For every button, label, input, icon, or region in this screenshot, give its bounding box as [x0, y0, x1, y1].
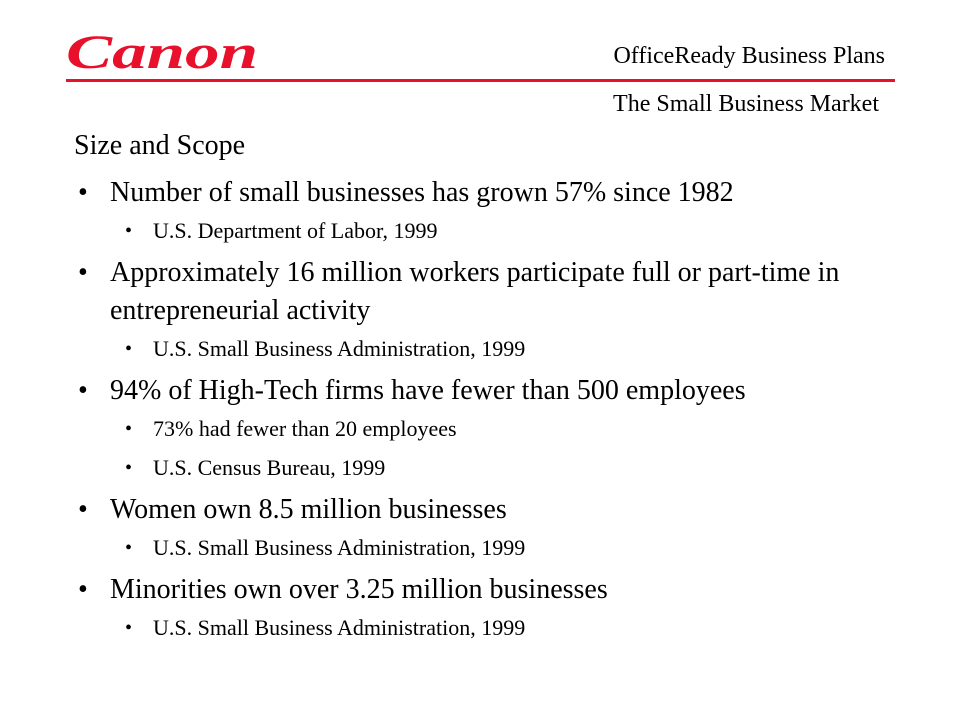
bullet-dot: • [78, 177, 88, 208]
bullet-text: Minorities own over 3.25 million businesses [110, 574, 608, 605]
sub-bullet-dot: • [125, 418, 133, 440]
bullet-dot: • [78, 257, 88, 288]
section-heading: Size and Scope [74, 130, 246, 161]
bullet-item [74, 491, 874, 529]
bullet-dot: • [78, 494, 88, 525]
slide-subtitle: The Small Business Market [613, 91, 879, 117]
bullet-item [74, 254, 874, 330]
bullet-item [74, 372, 874, 410]
sub-bullet-text: U.S. Small Business Administration, 1999 [153, 535, 526, 560]
bullet-text: Women own 8.5 million businesses [110, 494, 507, 525]
bullet-item [74, 174, 874, 212]
canon-logo-text: Canon [66, 27, 258, 77]
header-divider [66, 79, 895, 82]
sub-bullet-dot: • [125, 537, 133, 559]
bullet-text: Approximately 16 million workers participate full or part-time in entrepreneurial activity [110, 257, 840, 326]
sub-bullet-text: U.S. Department of Labor, 1999 [153, 218, 438, 243]
bullet-item [74, 571, 874, 609]
sub-bullet-item [74, 533, 874, 563]
sub-bullet-item [74, 414, 874, 444]
canon-logo [66, 27, 260, 77]
sub-bullet-text: 73% had fewer than 20 employees [153, 416, 457, 441]
sub-bullet-dot: • [125, 220, 133, 242]
sub-bullet-text: U.S. Small Business Administration, 1999 [153, 615, 526, 640]
bullet-dot: • [78, 574, 88, 605]
sub-bullet-text: U.S. Small Business Administration, 1999 [153, 336, 526, 361]
sub-bullet-dot: • [125, 457, 133, 479]
sub-bullet-dot: • [125, 338, 133, 360]
bullet-text: Number of small businesses has grown 57% since 1982 [110, 177, 734, 208]
sub-bullet-item [74, 334, 874, 364]
sub-bullet-text: U.S. Census Bureau, 1999 [153, 455, 386, 480]
bullet-dot: • [78, 375, 88, 406]
sub-bullet-item [74, 216, 874, 246]
bullet-list [74, 174, 874, 643]
sub-bullet-item [74, 613, 874, 643]
sub-bullet-item [74, 453, 874, 483]
canon-logo-mark [66, 27, 260, 77]
sub-bullet-dot: • [125, 617, 133, 639]
bullet-text: 94% of High-Tech firms have fewer than 500 employees [110, 375, 746, 406]
header-title: OfficeReady Business Plans [613, 43, 885, 69]
